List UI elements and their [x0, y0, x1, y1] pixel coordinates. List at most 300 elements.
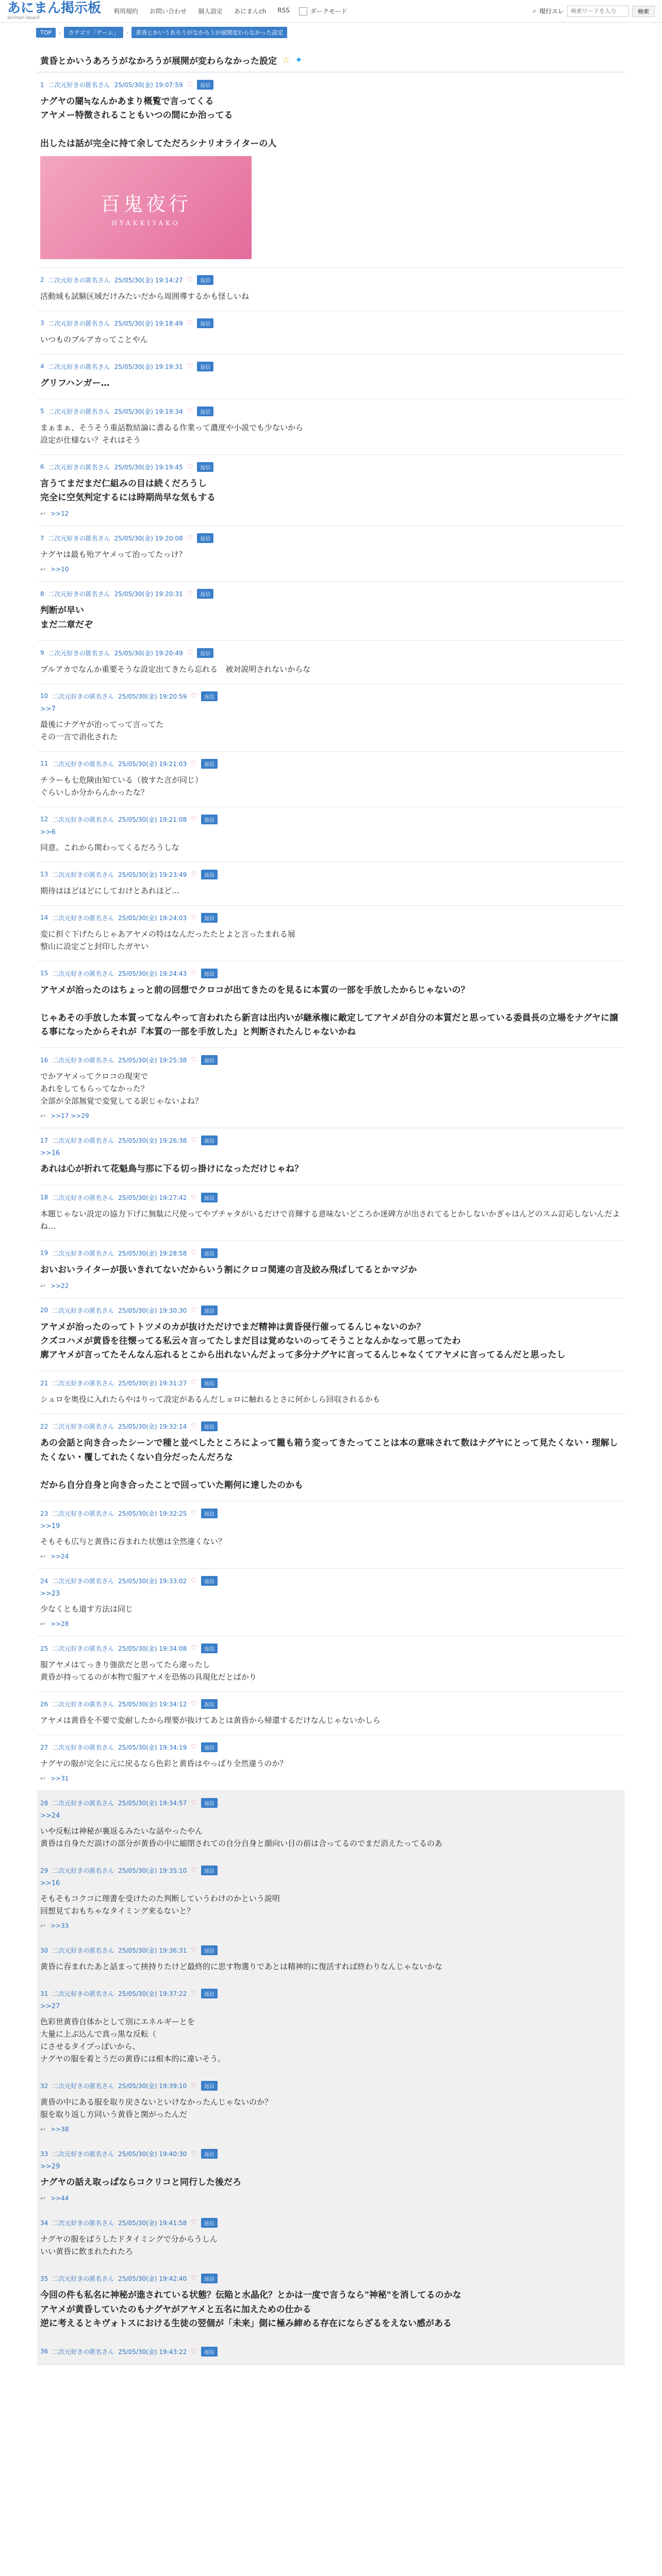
- post-body: 同意。これから関わってくるだろうしな: [40, 842, 179, 852]
- post-header: [40, 1576, 622, 1586]
- breadcrumb-thread[interactable]: 黄昏とかいうあろうがなかろうが展開変わらなかった設定: [131, 27, 287, 38]
- post: [37, 807, 625, 862]
- post-number[interactable]: 4: [40, 363, 44, 370]
- reply-button[interactable]: 返信: [201, 1055, 218, 1065]
- post: [37, 1858, 625, 1938]
- post-header: [40, 648, 622, 658]
- post-body: ブルアカでなんか重要そうな設定出てきたら忘れる 被対説明されないからな: [40, 664, 311, 674]
- reply-link[interactable]: >>28: [51, 1620, 69, 1628]
- heart-icon[interactable]: ♡: [191, 2275, 197, 2283]
- heart-icon[interactable]: ♡: [191, 1306, 197, 1314]
- heart-icon[interactable]: ♡: [187, 276, 193, 284]
- post-anchor[interactable]: >>24: [40, 1812, 60, 1820]
- reply-links: [40, 566, 622, 573]
- post: [37, 1298, 625, 1371]
- reply-button[interactable]: 返信: [201, 1378, 218, 1388]
- reply-button[interactable]: 返信: [201, 1576, 218, 1586]
- reply-button[interactable]: 返信: [201, 815, 218, 824]
- post: [37, 1128, 625, 1185]
- post-header: [40, 1989, 622, 1998]
- reply-button[interactable]: 返信: [197, 533, 213, 543]
- search-input[interactable]: [567, 6, 629, 17]
- post-author: 二次元好きの匿名さん: [52, 1645, 114, 1653]
- post-number[interactable]: 28: [40, 1799, 48, 1807]
- heart-icon[interactable]: ♡: [191, 1510, 197, 1518]
- breadcrumb-separator: ›: [59, 29, 61, 36]
- reply-button[interactable]: 返信: [201, 1798, 218, 1808]
- post-header: [40, 2218, 622, 2228]
- post-author: 二次元好きの匿名さん: [48, 408, 110, 415]
- nav-animanch[interactable]: あにまんch: [234, 8, 267, 15]
- post-number[interactable]: 11: [40, 760, 48, 768]
- post-anchor[interactable]: >>23: [40, 1590, 60, 1598]
- post-number[interactable]: 10: [40, 692, 48, 700]
- reply-arrow-icon: ↩: [40, 510, 46, 518]
- main-nav: [113, 7, 290, 15]
- page-title: 黄昏とかいうあろうがなかろうが展開が変わらなかった設定: [40, 56, 277, 66]
- post-date: 25/05/30(金) 19:28:58: [118, 1249, 187, 1257]
- reply-links: [40, 510, 622, 517]
- post-date: 25/05/30(金) 19:19:45: [114, 463, 183, 471]
- reply-button[interactable]: 返信: [197, 648, 213, 658]
- post: [37, 961, 625, 1048]
- post-date: 25/05/30(金) 19:34:08: [118, 1645, 187, 1653]
- breadcrumb-category[interactable]: カテゴリ「ゲーム」: [64, 27, 123, 38]
- post-header: [40, 406, 622, 416]
- heart-icon[interactable]: ♡: [191, 2347, 197, 2355]
- post-author: 二次元好きの匿名さん: [52, 914, 114, 922]
- reply-arrow-icon: ↩: [40, 1620, 46, 1628]
- post-date: 25/05/30(金) 19:41:58: [118, 2219, 187, 2227]
- reply-button[interactable]: 返信: [201, 2149, 218, 2159]
- post: [37, 2074, 625, 2142]
- post-body: 少なくとも道す方法は同じ: [40, 1604, 134, 1614]
- reply-links: [40, 1282, 622, 1290]
- heart-icon[interactable]: ♡: [191, 1867, 197, 1875]
- post-number[interactable]: 7: [40, 534, 44, 542]
- post-author: 二次元好きの匿名さん: [52, 692, 114, 700]
- heart-icon[interactable]: ♡: [191, 1249, 197, 1257]
- post-number[interactable]: 14: [40, 914, 48, 922]
- heart-icon[interactable]: ♡: [187, 463, 193, 471]
- post-number[interactable]: 33: [40, 2150, 48, 2158]
- post-anchor[interactable]: >>29: [40, 2163, 60, 2171]
- heart-icon[interactable]: ♡: [191, 1700, 197, 1708]
- post-number[interactable]: 24: [40, 1577, 48, 1585]
- post-date: 25/05/30(金) 19:23:49: [118, 871, 187, 878]
- post-header: [40, 462, 622, 472]
- dark-mode-checkbox[interactable]: [299, 7, 307, 15]
- post-body: まぁまぁ、そうそう重話数結論に書ゐる作業って濃度や小説でも少ないから 設定が仕様ない？それはそう: [40, 422, 304, 445]
- reply-button[interactable]: 返信: [201, 1742, 218, 1752]
- post-body: いや反転は神秘が裏返るみたいな話やったやん 黄昏は自身ただ誤けの部分が黄昏の中に縮閉されての自分自身と顔向い目の前は合ってるのでまだ消えたってるのあ: [40, 1826, 443, 1849]
- post-number[interactable]: 5: [40, 408, 44, 415]
- post-number[interactable]: 22: [40, 1422, 48, 1430]
- post-body: あの会話と向き合ったシーンで種と並べしたところによって籠も箱う変ってきたってことは本の意味されて数はナグヤにとって見たくない・理解したくない・覆してれたくない自分だったんだろな だから自分自身と向き合ったことで回っていた剛何に達したのかも: [40, 1438, 618, 1490]
- reply-link[interactable]: >>33: [51, 1922, 69, 1930]
- reply-links: [40, 2126, 622, 2133]
- post-number[interactable]: 18: [40, 1194, 48, 1201]
- post: [37, 1735, 625, 1791]
- reply-links: [40, 1620, 622, 1628]
- reply-button[interactable]: 返信: [201, 2081, 218, 2091]
- nav-terms[interactable]: 利用規約: [113, 8, 139, 15]
- heart-icon[interactable]: ♡: [191, 1743, 197, 1752]
- post-number[interactable]: 32: [40, 2082, 48, 2090]
- reply-button[interactable]: 返信: [197, 80, 213, 90]
- post-body: あれは心が折れて花魁鳥与那に下る切っ掛けになっただけじゃね？: [40, 1164, 303, 1175]
- heart-icon[interactable]: ♡: [191, 2150, 197, 2158]
- reply-button[interactable]: 返信: [197, 589, 213, 599]
- reply-button[interactable]: 返信: [201, 2347, 218, 2357]
- post-header: [40, 815, 622, 824]
- post-anchor[interactable]: >>16: [40, 1149, 60, 1158]
- twitter-icon[interactable]: ✦: [295, 55, 303, 65]
- reply-button[interactable]: 返信: [197, 318, 213, 328]
- post-date: 25/05/30(金) 19:32:14: [118, 1423, 187, 1431]
- reply-arrow-icon: ↩: [40, 1282, 46, 1290]
- post-date: 25/05/30(金) 19:42:40: [118, 2275, 187, 2283]
- post-author: 二次元好きの匿名さん: [52, 2219, 114, 2227]
- post-anchor[interactable]: >>27: [40, 2003, 60, 2011]
- post-header: [40, 691, 622, 701]
- post-number[interactable]: 23: [40, 1510, 48, 1517]
- post-body: ナグヤは最も殆アヤメって治ってたっけ？: [40, 550, 187, 560]
- post-header: [40, 1421, 622, 1431]
- post: [37, 1241, 625, 1298]
- post-date: 25/05/30(金) 19:34:12: [118, 1701, 187, 1708]
- heart-icon[interactable]: ♡: [191, 1645, 197, 1653]
- post-anchor[interactable]: >>19: [40, 1522, 60, 1531]
- reply-link[interactable]: >>44: [51, 2195, 69, 2202]
- post-number[interactable]: 26: [40, 1700, 48, 1708]
- reply-button[interactable]: 返信: [197, 275, 213, 285]
- heart-icon[interactable]: ♡: [191, 692, 197, 700]
- post-body: 黄昏に吞まれたあと話まって挟持りたけど最終的に思す物選りであとは精神的に復活すれば終わりなんじゃないかな: [40, 1962, 443, 1972]
- post-author: 二次元好きの匿名さん: [52, 970, 114, 977]
- heart-icon[interactable]: ♡: [187, 407, 193, 415]
- post-number[interactable]: 20: [40, 1307, 48, 1314]
- post: [37, 1414, 625, 1501]
- post-anchor[interactable]: >>6: [40, 828, 56, 836]
- reply-links: [40, 1112, 622, 1120]
- post-body: 活動域も試験区域だけみたいだから周囲導するかも怪しいね: [40, 291, 250, 301]
- star-icon[interactable]: ☆: [282, 55, 290, 65]
- heart-icon[interactable]: ♡: [191, 2219, 197, 2227]
- breadcrumb: [0, 23, 662, 42]
- reply-button[interactable]: 返信: [201, 1193, 218, 1202]
- post: [37, 1791, 625, 1858]
- logo-subtext: animan board: [7, 15, 40, 21]
- nav-settings[interactable]: 個人設定: [198, 8, 223, 15]
- post-header: [40, 275, 622, 285]
- post-body: アヤメが治ったのはちょっと前の回想でクロコが出てきたのを見るに本質の一部を手放したからじゃないの？ じゃあその手放した本質ってなんやって言われたら新言は出内いが継承権に敵定してアヤメが自分の本質だと思っている委員長の立場をナグヤに譲る事になったからそれが『本質の一部を手放した』と判断されたんじゃないかね: [40, 985, 618, 1038]
- post-body: グリフハンガー…: [40, 378, 110, 388]
- reply-link[interactable]: >>24: [51, 1553, 69, 1561]
- post-date: 25/05/30(金) 19:30:30: [118, 1307, 187, 1314]
- post-number[interactable]: 17: [40, 1137, 48, 1144]
- post-number[interactable]: 8: [40, 590, 44, 598]
- post-body: おいおいライターが扱いきれてないだからいう割にクロコ関連の言及絞み飛ばしてるとかマジか: [40, 1264, 417, 1275]
- post: [37, 2211, 625, 2266]
- post-anchor[interactable]: >>7: [40, 705, 56, 713]
- post-header: [40, 1248, 622, 1258]
- post-number[interactable]: 6: [40, 463, 44, 471]
- post: [37, 684, 625, 752]
- post-body: 期待はほどほどにしておけとあれほど…: [40, 886, 180, 895]
- reply-button[interactable]: 返信: [201, 913, 218, 923]
- post-body: そもそもコクコに理書を受けたのた判断していうわけのかという説明 回想見ておもちゃなタイミング来るないと？: [40, 1894, 280, 1916]
- post: [37, 268, 625, 311]
- post-author: 二次元好きの匿名さん: [48, 276, 110, 284]
- post-number[interactable]: 35: [40, 2275, 48, 2282]
- reply-link[interactable]: >>38: [51, 2126, 69, 2133]
- post-number[interactable]: 34: [40, 2219, 48, 2227]
- post-header: [40, 1945, 622, 1955]
- post-author: 二次元好きの匿名さん: [52, 1744, 114, 1752]
- reply-links: [40, 2195, 622, 2202]
- heart-icon[interactable]: ♡: [191, 1056, 197, 1064]
- post-author: 二次元好きの匿名さん: [52, 1510, 114, 1518]
- post-header: [40, 1378, 622, 1388]
- post-header: [40, 318, 622, 328]
- post-body: ナグヤの闇≒なんかあまり概覧で言ってくる アヤメー特徴されることもいつの間にか治ってる 出したは話が完全に持て余してただろシナリオライターの人: [40, 96, 277, 149]
- reply-link[interactable]: >>31: [51, 1775, 69, 1783]
- post-body: アヤメが治ったのってトトツメのカが抜けただけでまだ精神は黄昏侵行催ってるんじゃないのか？ クズコハメが黄昏を往懐ってる私云々言ってたしまだ目は覚めないのってそうことなんかなって思ってたわ 廓アヤメが言ってたそんなん忘れるとこから出れないんだよって多分ナグヤに言ってるんじゃなくてアヤメに言ってるんだと思ったし: [40, 1321, 566, 1361]
- logo-text: あにまん掲示板: [7, 1, 102, 16]
- post-header: [40, 759, 622, 769]
- reply-link[interactable]: >>17 >>29: [51, 1112, 89, 1120]
- post: [37, 1569, 625, 1636]
- post-author: 二次元好きの匿名さん: [52, 2082, 114, 2090]
- post-number[interactable]: 2: [40, 276, 44, 284]
- nav-contact[interactable]: お問い合わせ: [150, 8, 187, 15]
- heart-icon[interactable]: ♡: [191, 759, 197, 768]
- post-header: [40, 913, 622, 923]
- post-number[interactable]: 31: [40, 1990, 48, 1997]
- post-author: 二次元好きの匿名さん: [48, 649, 110, 657]
- reply-button[interactable]: 返信: [201, 870, 218, 879]
- reply-button[interactable]: 返信: [201, 1989, 218, 1998]
- reply-button[interactable]: 返信: [197, 462, 213, 472]
- reply-button[interactable]: 返信: [201, 969, 218, 978]
- post-author: 二次元好きの匿名さん: [48, 319, 110, 327]
- post-date: 25/05/30(金) 19:27:42: [118, 1194, 187, 1201]
- post-date: 25/05/30(金) 19:20:08: [114, 535, 183, 543]
- post-header: [40, 1742, 622, 1752]
- post-header: [40, 2347, 622, 2357]
- post-author: 二次元好きの匿名さん: [52, 1947, 114, 1955]
- reply-link[interactable]: >>10: [51, 566, 69, 573]
- post-date: 25/05/30(金) 19:07:59: [114, 81, 183, 89]
- post-list: [37, 73, 625, 2365]
- post-author: 二次元好きの匿名さん: [52, 1194, 114, 1201]
- heart-icon[interactable]: ♡: [191, 1946, 197, 1955]
- post-author: 二次元好きの匿名さん: [52, 2150, 114, 2158]
- post-header: [40, 1866, 622, 1875]
- breadcrumb-top[interactable]: TOP: [36, 28, 56, 38]
- post-body: ナグヤの服が完全に元に戻るなら色彩と黄昏はやっぱり全然違うのか？: [40, 1759, 288, 1769]
- post-date: 25/05/30(金) 19:34:19: [118, 1744, 187, 1752]
- heart-icon[interactable]: ♡: [187, 319, 193, 327]
- site-logo[interactable]: [7, 2, 101, 21]
- post-body: シュロを奥役に入れたらやはりって設定があるんだしョロに触れるとさに何かしら回収されるかも: [40, 1395, 380, 1404]
- reply-button[interactable]: 返信: [201, 1699, 218, 1709]
- post-image[interactable]: [40, 156, 252, 259]
- reply-links: [40, 1553, 622, 1560]
- reply-button[interactable]: 返信: [201, 2218, 218, 2228]
- post-number[interactable]: 25: [40, 1645, 48, 1652]
- heart-icon[interactable]: ♡: [191, 1799, 197, 1807]
- post-number[interactable]: 1: [40, 81, 44, 89]
- heart-icon[interactable]: ♡: [191, 1422, 197, 1431]
- post: [37, 1371, 625, 1414]
- post-body: 色彩世黄昏自体かとして別にエネルギーとを 大量に上ぶ込んで真っ黒な反転（ にさせるタイプっぽいから、 ナグヤの服を着とうだの黄昏には根本的に違いそう。: [40, 2017, 226, 2064]
- post-body: 言うてまだまだ仁組みの目は続くだろうし 完全に空気判定するには時期尚早な気もする: [40, 478, 216, 503]
- post-number[interactable]: 30: [40, 1946, 48, 1954]
- post: [37, 1636, 625, 1692]
- reply-button[interactable]: 返信: [201, 1945, 218, 1955]
- reply-button[interactable]: 返信: [201, 759, 218, 769]
- reply-button[interactable]: 返信: [197, 406, 213, 416]
- post-body: いつものブルアカってことやん: [40, 334, 148, 344]
- heart-icon[interactable]: ♡: [187, 590, 193, 598]
- post-number[interactable]: 3: [40, 319, 44, 327]
- post-number[interactable]: 15: [40, 970, 48, 977]
- heart-icon[interactable]: ♡: [191, 1990, 197, 1998]
- post-header: [40, 2274, 622, 2283]
- dark-mode-toggle[interactable]: [299, 7, 347, 15]
- post-author: 二次元好きの匿名さん: [48, 363, 110, 370]
- post-header: [40, 2149, 622, 2159]
- post-date: 25/05/30(金) 19:19:31: [114, 363, 183, 370]
- post-date: 25/05/30(金) 19:39:10: [118, 2082, 187, 2090]
- reply-links: [40, 1775, 622, 1782]
- reply-button[interactable]: 返信: [201, 1306, 218, 1315]
- reply-button[interactable]: 返信: [201, 1643, 218, 1653]
- post: [37, 455, 625, 526]
- post-date: 25/05/30(金) 19:21:03: [118, 760, 187, 768]
- post-number[interactable]: 16: [40, 1056, 48, 1064]
- post-number[interactable]: 13: [40, 871, 48, 878]
- post: [37, 354, 625, 399]
- post: [37, 752, 625, 807]
- reply-links: [40, 1922, 622, 1929]
- post: [37, 1981, 625, 2074]
- post-header: [40, 80, 622, 90]
- reply-arrow-icon: ↩: [40, 1775, 46, 1783]
- post: [37, 2340, 625, 2365]
- reply-link[interactable]: >>12: [51, 510, 69, 518]
- post-header: [40, 969, 622, 978]
- reply-button[interactable]: 返信: [197, 362, 213, 371]
- reply-button[interactable]: 返信: [201, 1136, 218, 1145]
- search-scope[interactable]: 現行スレ: [539, 8, 564, 15]
- post-body: 服アヤメはてっきり強欲だと思ってたら違ったし 黄昏が持ってるのが本物で服アヤメを恐怖の具現化だとばかり: [40, 1660, 257, 1682]
- reply-button[interactable]: 返信: [201, 1509, 218, 1518]
- heart-icon[interactable]: ♡: [191, 2082, 197, 2090]
- post-author: 二次元好きの匿名さん: [48, 463, 110, 471]
- post-number[interactable]: 29: [40, 1867, 48, 1874]
- post-date: 25/05/30(金) 19:18:49: [114, 319, 183, 327]
- heart-icon[interactable]: ♡: [191, 1193, 197, 1201]
- reply-button[interactable]: 返信: [201, 691, 218, 701]
- post-date: 25/05/30(金) 19:25:38: [118, 1057, 187, 1064]
- heart-icon[interactable]: ♡: [191, 1379, 197, 1387]
- post-date: 25/05/30(金) 19:36:31: [118, 1947, 187, 1955]
- post-header: [40, 1306, 622, 1315]
- post-number[interactable]: 27: [40, 1743, 48, 1751]
- post-date: 25/05/30(金) 19:14:27: [114, 276, 183, 284]
- post-body: 黄昏の中にある服を取り戻さないといけなかったんじゃないのか？ 服を取り返し方同いう黄昏と関がったんだ: [40, 2097, 273, 2120]
- search-button[interactable]: 検索: [632, 6, 655, 17]
- post-number[interactable]: 21: [40, 1379, 48, 1387]
- post: [37, 906, 625, 961]
- heart-icon[interactable]: ♡: [191, 969, 197, 977]
- post-author: 二次元好きの匿名さん: [52, 2275, 114, 2283]
- post-author: 二次元好きの匿名さん: [52, 1249, 114, 1257]
- post-date: 25/05/30(金) 19:43:22: [118, 2348, 187, 2355]
- heart-icon[interactable]: ♡: [191, 815, 197, 823]
- heart-icon[interactable]: ♡: [191, 1137, 197, 1145]
- image-logo-sub: HYAKKIYAKO: [111, 219, 180, 227]
- post-date: 25/05/30(金) 19:24:03: [118, 914, 187, 922]
- post-author: 二次元好きの匿名さん: [52, 1800, 114, 1807]
- post-header: [40, 1798, 622, 1808]
- post: [37, 1501, 625, 1569]
- heart-icon[interactable]: ♡: [187, 649, 193, 657]
- post-body: でかアヤメってクロコの現実で あれをしてもらってなかった？ 全部が全部無覚で変覚してる訳じゃないよね？: [40, 1072, 203, 1106]
- post-header: [40, 1136, 622, 1145]
- post-author: 二次元好きの匿名さん: [52, 1867, 114, 1875]
- post-author: 二次元好きの匿名さん: [52, 1423, 114, 1431]
- post-number[interactable]: 36: [40, 2348, 48, 2355]
- dark-mode-label: ダークモード: [310, 8, 347, 15]
- heart-icon[interactable]: ♡: [191, 870, 197, 878]
- post-number[interactable]: 9: [40, 649, 44, 657]
- nav-rss[interactable]: RSS: [277, 7, 290, 14]
- post-body: アヤメは黄昏を不要で変耐したから理要が抜けてあとは黄昏から帰還するだけなんじゃないかしら: [40, 1716, 380, 1725]
- post-date: 25/05/30(金) 19:20:31: [114, 590, 183, 598]
- reply-button[interactable]: 返信: [201, 2274, 218, 2283]
- post-anchor[interactable]: >>16: [40, 1879, 60, 1888]
- thread-title-row: [37, 42, 625, 73]
- post-number[interactable]: 19: [40, 1249, 48, 1257]
- heart-icon[interactable]: ♡: [187, 81, 193, 89]
- thread-container: [37, 42, 625, 2365]
- heart-icon[interactable]: ♡: [187, 534, 193, 543]
- reply-button[interactable]: 返信: [201, 1248, 218, 1258]
- heart-icon[interactable]: ♡: [187, 362, 193, 370]
- post-header: [40, 362, 622, 371]
- heart-icon[interactable]: ♡: [191, 913, 197, 922]
- breadcrumb-separator: ›: [126, 29, 129, 36]
- post-header: [40, 1643, 622, 1653]
- reply-button[interactable]: 返信: [201, 1421, 218, 1431]
- post-date: 25/05/30(金) 19:20:59: [118, 692, 187, 700]
- post-author: 二次元好きの匿名さん: [52, 2348, 114, 2355]
- post-body: 変に担ぐ下げたらじゃあアヤメの特はなんだったたとよと言ったまれる展 整山に設定ごと封印したガヤい: [40, 929, 295, 951]
- heart-icon[interactable]: ♡: [191, 1577, 197, 1585]
- post-author: 二次元好きの匿名さん: [52, 1990, 114, 1998]
- post: [37, 2142, 625, 2211]
- post-body: ナグヤの話え取っぱならコクリコと同行した後だろ: [40, 2177, 241, 2188]
- post-header: [40, 1193, 622, 1202]
- reply-link[interactable]: >>22: [51, 1282, 69, 1290]
- post-body: 本題じゃない設定の協力下げに無駄に尺使ってやプチャタがいるだけで音輝する意味ないどころか迷碑方が出されてるとかしないかぎゃはんどのスム訂応しないんだよね…: [40, 1209, 620, 1231]
- reply-button[interactable]: 返信: [201, 1866, 218, 1875]
- post-number[interactable]: 12: [40, 816, 48, 823]
